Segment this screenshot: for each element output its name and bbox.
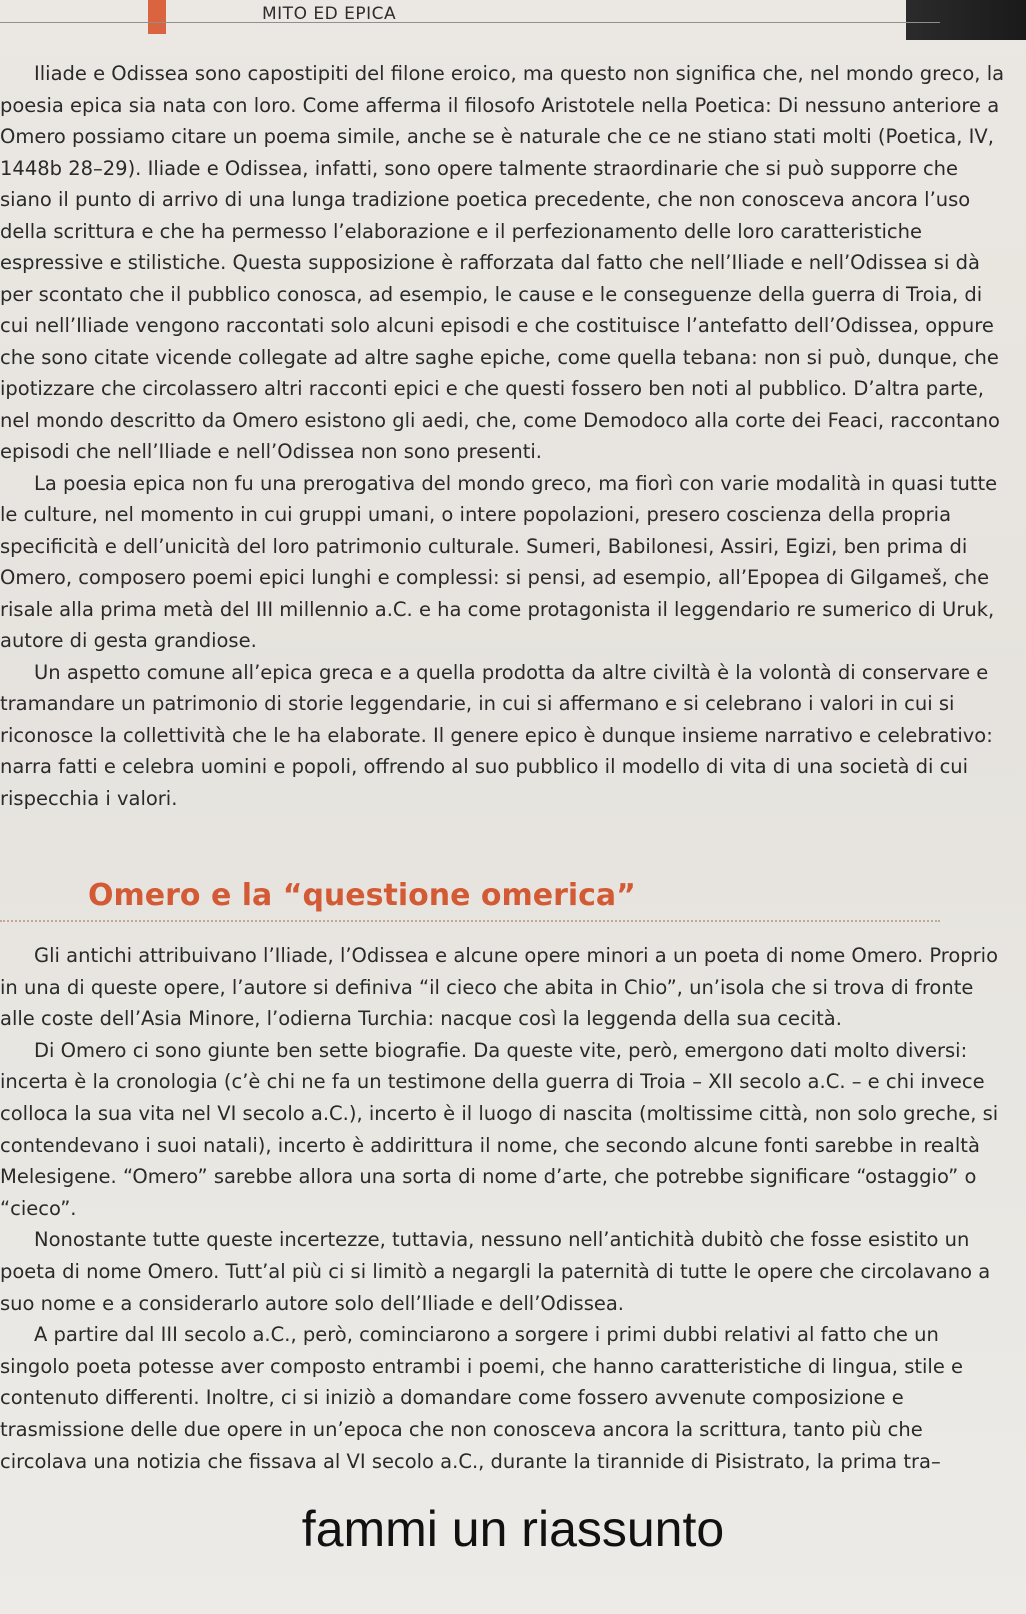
section-rule bbox=[0, 920, 940, 922]
intro-text bbox=[0, 58, 1010, 814]
chapter-color-tab bbox=[148, 0, 166, 34]
paragraph-1: Iliade e Odissea sono capostipiti del filone eroico, ma questo non significa che, nel mondo greco, la poesia epica sia nata con loro. Come afferma il filosofo Aristotele nella Poetica: Di nessuno anteriore a Omero possiamo citare un poema simile, anche se è naturale che ce ne stiano stati molti (Poetica, IV, 1448b 28–29). Iliade e Odissea, infatti, sono opere talmente straordinarie che si può supporre che siano il punto di arrivo di una lunga tradizione poetica precedente, che non conosceva ancora l’uso della scrittura e che ha permesso l’elaborazione e il perfezionamento delle loro caratteristiche espressive e stilistiche. Questa supposizione è rafforzata dal fatto che nell’Iliade e nell’Odissea si dà per scontato che il pubblico conosca, ad esempio, le cause e le conseguenze della guerra di Troia, di cui nell’Iliade vengono raccontati solo alcuni episodi e che costituisce l’antefatto dell’Odissea, oppure che sono citate vicende collegate ad altre saghe epiche, come quella tebana: non si può, dunque, che ipotizzare che circolassero altri racconti epici e che questi fossero ben noti al pubblico. D’altra parte, nel mondo descritto da Omero esistono gli aedi, che, come Demodoco alla corte dei Feaci, raccontano episodi che nell’Iliade e nell’Odissea non sono presenti. bbox=[0, 62, 1005, 463]
header-rule bbox=[0, 22, 940, 23]
paragraph-3: Un aspetto comune all’epica greca e a quella prodotta da altre civiltà è la volontà di conservare e tramandare un patrimonio di storie leggendarie, in cui si affermano e si celebrano i valori in cui si riconosce la collettività che le ha elaborate. Il genere epico è dunque insieme narrativo e celebrativo: narra fatti e celebra uomini e popoli, offrendo al suo pubblico il modello di vita di una società di cui rispecchia i valori. bbox=[0, 660, 993, 810]
section-paragraph-2: Di Omero ci sono giunte ben sette biografie. Da queste vite, però, emergono dati molto diversi: incerta è la cronologia (c’è chi ne fa un testimone della guerra di Troia – XII secolo a.C. – e chi invece colloca la sua vita nel VI secolo a.C.), incerto è il luogo di nascita (moltissime città, non solo greche, si contendevano i suoi natali), incerto è addirittura il nome, che secondo alcune fonti sarebbe in realtà Melesigene. “Omero” sarebbe allora una sorta di nome d’arte, che potrebbe significare “ostaggio” o “cieco”. bbox=[0, 1038, 999, 1220]
paragraph-2: La poesia epica non fu una prerogativa del mondo greco, ma fiorì con varie modalità in quasi tutte le culture, nel momento in cui gruppi umani, o intere popolazioni, presero coscienza della propria specificità e dell’unicità del loro patrimonio culturale. Sumeri, Babilonesi, Assiri, Egizi, ben prima di Omero, composero poemi epici lunghi e complessi: si pensi, ad esempio, all’Epopea di Gilgameš, che risale alla prima metà del III millennio a.C. e ha come protagonista il leggendario re sumerico di Uruk, autore di gesta grandiose. bbox=[0, 471, 998, 652]
section-paragraph-3: Nonostante tutte queste incertezze, tuttavia, nessuno nell’antichità dubitò che fosse esistito un poeta di nome Omero. Tutt’al più ci si limitò a negargli la paternità di tutte le opere che circolavano a suo nome e a considerarlo autore solo dell’Iliade e dell’Odissea. bbox=[0, 1228, 991, 1315]
section-heading: Omero e la “questione omerica” bbox=[88, 878, 636, 913]
running-header: MITO ED EPICA bbox=[262, 4, 397, 24]
photo-background-corner bbox=[906, 0, 1026, 40]
section-paragraph-1: Gli antichi attribuivano l’Iliade, l’Odissea e alcune opere minori a un poeta di nome Omero. Proprio in una di queste opere, l’autore si definiva “il cieco che abita in Chio”, un’isola che si trova di fronte alle coste dell’Asia Minore, l’odierna Turchia: nacque così la leggenda della sua cecità. bbox=[0, 944, 999, 1031]
overlay-caption: fammi un riassunto bbox=[301, 1501, 725, 1557]
section-text bbox=[0, 940, 1010, 1477]
section-paragraph-4: A partire dal III secolo a.C., però, cominciarono a sorgere i primi dubbi relativi al fatto che un singolo poeta potesse aver composto entrambi i poemi, che hanno caratteristiche di lingua, stile e contenuto differenti. Inoltre, ci si iniziò a domandare come fossero avvenute composizione e trasmissione delle due opere in un’epoca che non conosceva ancora la scrittura, tanto più che circolava una notizia che fissava al VI secolo a.C., durante la tirannide di Pisistrato, la prima tra– bbox=[0, 1323, 964, 1473]
